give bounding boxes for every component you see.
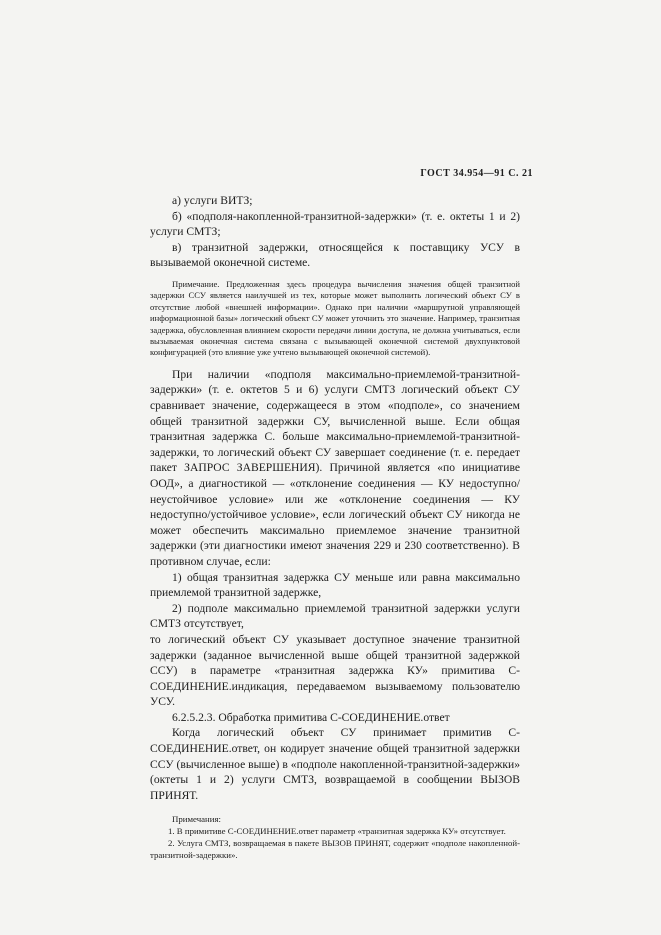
body-paragraph-1: При наличии «подполя максимально-приемлемой-транзитной-задержки» (т. е. октетов 5 и 6) услуги СМТЗ логический объект СУ сравнивает значение, содержащееся в этом «подполе», со значением общей транзитной задержки СУ, вычисленной выше. Если общая транзитная задержка С. больше максимально-приемлемой-транзитной-задержки, то логический объект СУ завершает соединение (т. е. передает пакет ЗАПРОС ЗАВЕРШЕНИЯ). Причиной является «по инициативе ООД», а диагностикой — «отклонение соединения — КУ недоступно/неустойчивое условие» или же «отклонение соединения — КУ недоступно/устойчивое условие», если логический объект СУ никогда не может обеспечить максимально приемлемое значение транзитной задержки (эти диагностики имеют значения 229 и 230 соответственно). В противном случае, если: (150, 367, 520, 568)
page-body (150, 193, 520, 861)
section-heading: 6.2.5.2.3. Обработка примитива С-СОЕДИНЕНИЕ.ответ (172, 710, 450, 724)
note-item-2: 2. Услуга СМТЗ, возвращаемая в пакете ВЫЗОВ ПРИНЯТ, содержит «подполе накопленной-транзитной-задержки». (150, 838, 520, 861)
list-item-2: 2) подполе максимально приемлемой транзитной задержки услуги СМТЗ отсутствует, (150, 601, 520, 631)
running-header: ГОСТ 34.954—91 С. 21 (420, 168, 533, 179)
list-item-b: б) «подполя-накопленной-транзитной-задержки» (т. е. октеты 1 и 2) услуги СМТЗ; (150, 209, 520, 239)
list-item-a: а) услуги ВИТЗ; (172, 194, 253, 207)
notes-block (150, 813, 520, 861)
list-item-c: в) транзитной задержки, относящейся к поставщику УСУ в вызываемой оконечной системе. (150, 240, 520, 270)
note-item-1: 1. В примитиве С-СОЕДИНЕНИЕ.ответ параметр «транзитная задержка КУ» отсутствует. (168, 826, 506, 837)
notes-title: Примечания: (172, 814, 221, 825)
note-paragraph: Примечание. Предложенная здесь процедура вычисления значения общей транзитной задержки ССУ является наилучшей из тех, которые может выполнить логический объект СУ в отсутствие любой «внешней информации». Однако при наличии «маршрутной управляющей информационной базы» логический объект СУ может уточнить это значение. Например, транзитная задержка, обусловленная влиянием скорости передачи линии доступа, не должна учитываться, если вызываемая оконечная система связана с вызывающей оконечной системой двухпунктовой конфигурацией (это влияние уже учтено вызывающей оконечной системой). (150, 278, 520, 358)
body-paragraph-3: Когда логический объект СУ принимает примитив С-СОЕДИНЕНИЕ.ответ, он кодирует значение общей транзитной задержки ССУ (вычисленное выше) в «подполе накопленной-транзитной-задержки» (октеты 1 и 2) услуги СМТЗ, возвращаемой в сообщении ВЫЗОВ ПРИНЯТ. (150, 726, 520, 802)
body-paragraph-2: то логический объект СУ указывает доступное значение транзитной задержки (заданное вычисленной выше общей транзитной задержкой ССУ) в параметре «транзитная задержка КУ» примитива С-СОЕДИНЕНИЕ.индикация, передаваемом вызываемому пользователю УСУ. (150, 632, 520, 709)
list-item-1: 1) общая транзитная задержка СУ меньше или равна максимально приемлемой транзитной задержке, (150, 570, 520, 600)
